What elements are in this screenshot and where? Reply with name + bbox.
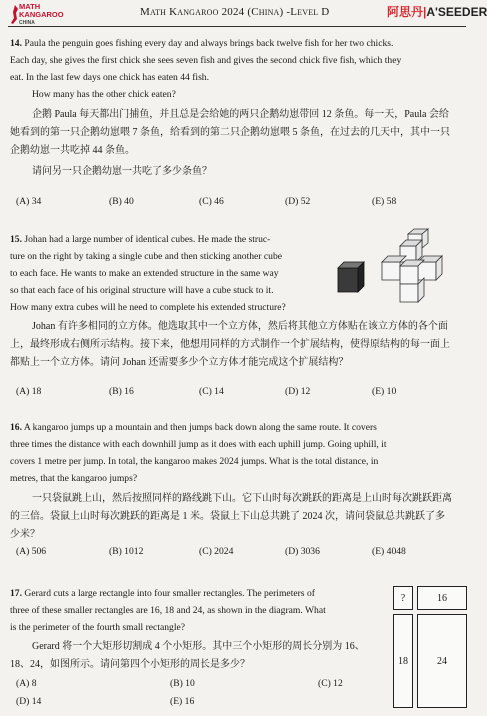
- q17-option-c: (C) 12: [318, 678, 343, 689]
- rectangle-diagram: [393, 586, 467, 708]
- rect-top-right: 16: [417, 586, 467, 610]
- q16-option-d: (D) 3036: [285, 546, 320, 557]
- brand-sep: |: [423, 5, 427, 19]
- q15-en-line-4: so that each face of his original structure will have a cube stuck to it.: [10, 285, 274, 296]
- q17-option-e: (E) 16: [170, 696, 195, 707]
- q14-cn-line-1: 企鹅 Paula 每天都出门捕鱼，并且总是会给她的两只企鹅幼崽带回 12 条鱼。每一天，Paula 会给: [32, 109, 449, 120]
- math-kangaroo-logo: [10, 3, 70, 27]
- q15-number: 15.: [10, 234, 22, 245]
- q17-option-a: (A) 8: [16, 678, 37, 689]
- q17-cn-line-1: Gerard 将一个大矩形切割成 4 个小矩形。其中三个小矩形的周长分别为 16、: [32, 641, 365, 652]
- q17-en-line-2: three of these smaller rectangles are 16, 18 and 24, as shown in the diagram. What: [10, 605, 326, 616]
- single-cube: [338, 262, 364, 292]
- q14-option-a: (A) 34: [16, 196, 42, 207]
- q16-en-line-1: 16. A kangaroo jumps up a mountain and then jumps back down along the same route. It covers: [10, 422, 377, 433]
- q14-option-e: (E) 58: [372, 196, 397, 207]
- q15-cn-line-3: 都贴上一个立方体。请问 Johan 还需要多少个立方体才能完成这个扩展结构？: [10, 357, 349, 368]
- q14-option-d: (D) 52: [285, 196, 311, 207]
- header-divider: [8, 26, 466, 27]
- q15-option-d: (D) 12: [285, 386, 311, 397]
- q16-cn-line-3: 少米？: [10, 529, 40, 540]
- brand-en: A'SEEDER: [426, 5, 487, 19]
- q16-number: 16.: [10, 422, 22, 433]
- logo-line-kangaroo: KANGAROO: [19, 10, 64, 19]
- q14-option-c: (C) 46: [199, 196, 224, 207]
- aseeder-brand: [387, 3, 487, 20]
- q14-en-line-2: Each day, she gives the first chick she sees seven fish and gives the second chick five fish, which they: [10, 55, 402, 66]
- logo-line-china: CHINA: [19, 20, 35, 26]
- q17-number: 17.: [10, 588, 22, 599]
- q14-option-b: (B) 40: [109, 196, 134, 207]
- rect-bottom-right: 24: [417, 614, 467, 708]
- q15-option-a: (A) 18: [16, 386, 42, 397]
- q15-option-e: (E) 10: [372, 386, 397, 397]
- q16-option-b: (B) 1012: [109, 546, 144, 557]
- page-title: Math Kangaroo 2024 (China) -Level D: [140, 6, 330, 18]
- q17-en-line-1: 17. Gerard cuts a large rectangle into four smaller rectangles. The perimeters of: [10, 588, 315, 599]
- q16-en-line-3: covers 1 metre per jump. In total, the kangaroo makes 2024 jumps. What is the total distance, in: [10, 456, 379, 467]
- brand-cn: 阿思丹: [387, 5, 424, 19]
- q16-en-line-2: three times the distance with each downhill jump as it does with each uphill jump. Going uphill, it: [10, 439, 387, 450]
- q14-en-line-4: How many has the other chick eaten?: [32, 89, 176, 100]
- cross-structure: [382, 229, 442, 302]
- q14-cn-line-3: 企鹅幼崽一共吃掉 44 条鱼。: [10, 145, 135, 156]
- q15-cn-line-1: Johan 有许多相同的立方体。他选取其中一个立方体，然后将其他立方体贴在该立方体的各个面: [32, 321, 448, 332]
- q14-cn-line-2: 她看到的第一只企鹅幼崽喂 7 条鱼，给看到的第二只企鹅幼崽喂 5 条鱼，在过去的几天中，其中一只: [10, 127, 450, 138]
- q17-option-d: (D) 14: [16, 696, 42, 707]
- q15-en-line-3: to each face. He wants to make an extended structure in the same way: [10, 268, 279, 279]
- q14-number: 14.: [10, 38, 22, 49]
- q16-option-e: (E) 4048: [372, 546, 406, 557]
- q14-cn-line-4: 请问另一只企鹅幼崽一共吃了多少条鱼？: [32, 166, 212, 177]
- logo-line-math: MATH: [19, 2, 41, 11]
- q17-option-b: (B) 10: [170, 678, 195, 689]
- q16-cn-line-1: 一只袋鼠跳上山，然后按照同样的路线跳下山。它下山时每次跳跃的距离是上山时每次跳跃距离: [32, 493, 452, 504]
- q15-en-line-5: How many extra cubes will he need to complete his extended structure?: [10, 302, 286, 313]
- q14-en-line-1: 14. Paula the penguin goes fishing every day and always brings back twelve fish for her two chicks.: [10, 38, 394, 49]
- q15-en-line-1: 15. Johan had a large number of identical cubes. He made the struc-: [10, 234, 271, 245]
- rect-top-left: ?: [393, 586, 413, 610]
- q15-cn-line-2: 上，最终形成右侧所示结构。接下来，他想用同样的方式制作一个扩展结构，使得原结构的每一面上: [10, 339, 450, 350]
- q16-option-a: (A) 506: [16, 546, 47, 557]
- q15-option-b: (B) 16: [109, 386, 134, 397]
- q14-en-line-3: eat. In the last few days one chick has eaten 44 fish.: [10, 72, 210, 83]
- q16-en-line-4: metres, that the kangaroo jumps?: [10, 473, 138, 484]
- q16-option-c: (C) 2024: [199, 546, 234, 557]
- rect-bottom-left: 18: [393, 614, 413, 708]
- cube-structure-figure: [330, 226, 470, 316]
- q17-en-line-3: is the perimeter of the fourth small rectangle?: [10, 622, 186, 633]
- q15-option-c: (C) 14: [199, 386, 224, 397]
- q15-en-line-2: ture on the right by taking a single cube and then sticking another cube: [10, 251, 283, 262]
- q16-cn-line-2: 的三倍。袋鼠上山时每次跳跃的距离是 1 米。袋鼠上下山总共跳了 2024 次，请问袋鼠总共跳跃了多: [10, 511, 445, 522]
- q17-cn-line-2: 18、24，如图所示。请问第四个小矩形的周长是多少？: [10, 659, 250, 670]
